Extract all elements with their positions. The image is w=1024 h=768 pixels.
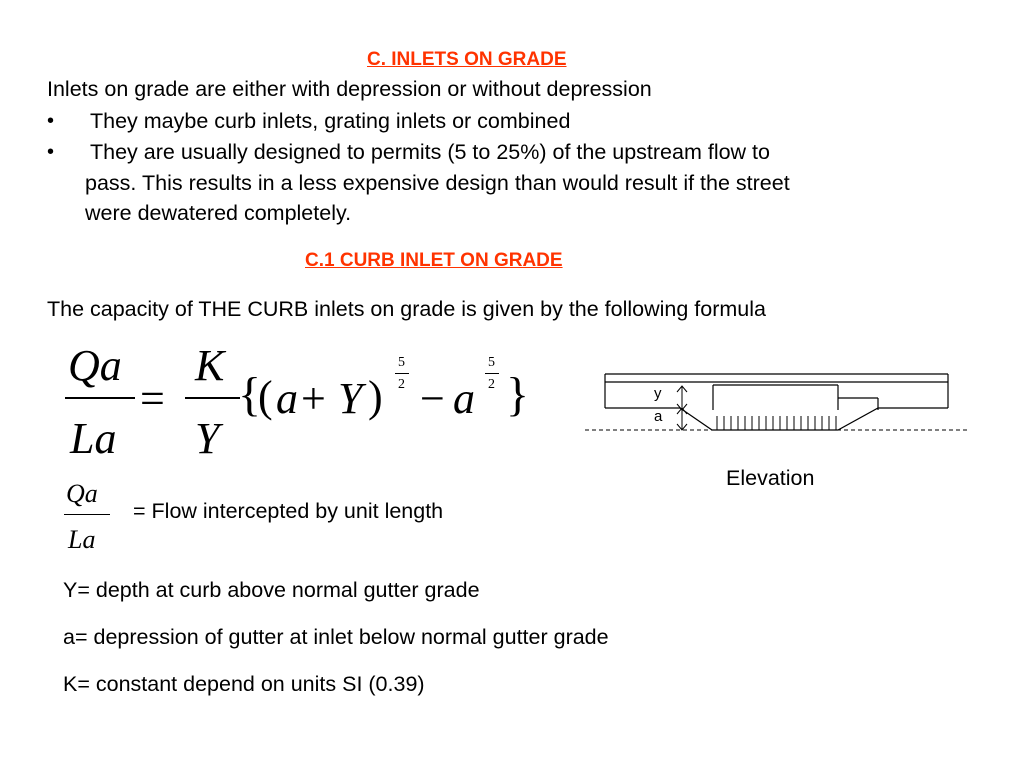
- equals-sign: =: [140, 374, 165, 423]
- bullet-continuation: pass. This results in a less expensive design than would result if the street: [85, 171, 790, 195]
- plus-sign: +: [301, 374, 326, 423]
- fraction-bar: [185, 397, 240, 399]
- exponent-bar: [485, 373, 499, 374]
- minus-sign: −: [420, 374, 445, 423]
- close-brace: }: [506, 368, 530, 421]
- label-y: y: [654, 385, 662, 402]
- definition-a: a= depression of gutter at inlet below normal gutter grade: [63, 625, 609, 649]
- exponent-denominator: 2: [398, 377, 405, 392]
- definition-k: K= constant depend on units SI (0.39): [63, 672, 425, 696]
- exponent-numerator: 5: [398, 355, 405, 370]
- depressed-gutter-line: [680, 408, 948, 430]
- flow-numerator: Qa: [66, 479, 98, 508]
- variable-a: a: [453, 374, 475, 423]
- exponent-bar: [395, 373, 409, 374]
- subsection-heading: C.1 CURB INLET ON GRADE: [305, 250, 563, 271]
- capacity-text: The capacity of THE CURB inlets on grade is given by the following formula: [47, 297, 767, 321]
- curb-elevation-diagram: [580, 368, 975, 440]
- formula-k-denominator: Y: [195, 414, 220, 463]
- grating-bars: [717, 416, 836, 430]
- close-paren: ): [368, 372, 383, 421]
- section-heading: C. INLETS ON GRADE: [367, 49, 567, 70]
- formula-lhs-numerator: Qa: [68, 341, 122, 390]
- flow-definition: [60, 475, 520, 555]
- intro-text: Inlets on grade are either with depression or without depression: [47, 77, 652, 101]
- exponent-numerator: 5: [488, 355, 495, 370]
- flow-denominator: La: [68, 525, 96, 554]
- bullet-text: They maybe curb inlets, grating inlets or combined: [90, 109, 571, 133]
- open-paren: (: [258, 372, 273, 421]
- variable-y: Y: [338, 374, 363, 423]
- flow-definition-text: = Flow intercepted by unit length: [133, 499, 444, 523]
- fraction-bar: [64, 514, 110, 515]
- capacity-formula: [60, 335, 540, 465]
- open-brace: {: [238, 368, 262, 421]
- bullet-continuation: were dewatered completely.: [85, 201, 352, 225]
- formula-lhs-denominator: La: [70, 414, 117, 463]
- formula-k-numerator: K: [195, 341, 225, 390]
- elevation-caption: Elevation: [726, 466, 815, 490]
- variable-a: a: [276, 374, 298, 423]
- definition-y: Y= depth at curb above normal gutter grade: [63, 578, 480, 602]
- label-a: a: [654, 408, 663, 425]
- bullet-text: They are usually designed to permits (5 to 25%) of the upstream flow to: [90, 140, 770, 164]
- bullet-dot: •: [47, 141, 55, 163]
- bullet-dot: •: [47, 110, 55, 132]
- fraction-bar: [65, 397, 135, 399]
- exponent-denominator: 2: [488, 377, 495, 392]
